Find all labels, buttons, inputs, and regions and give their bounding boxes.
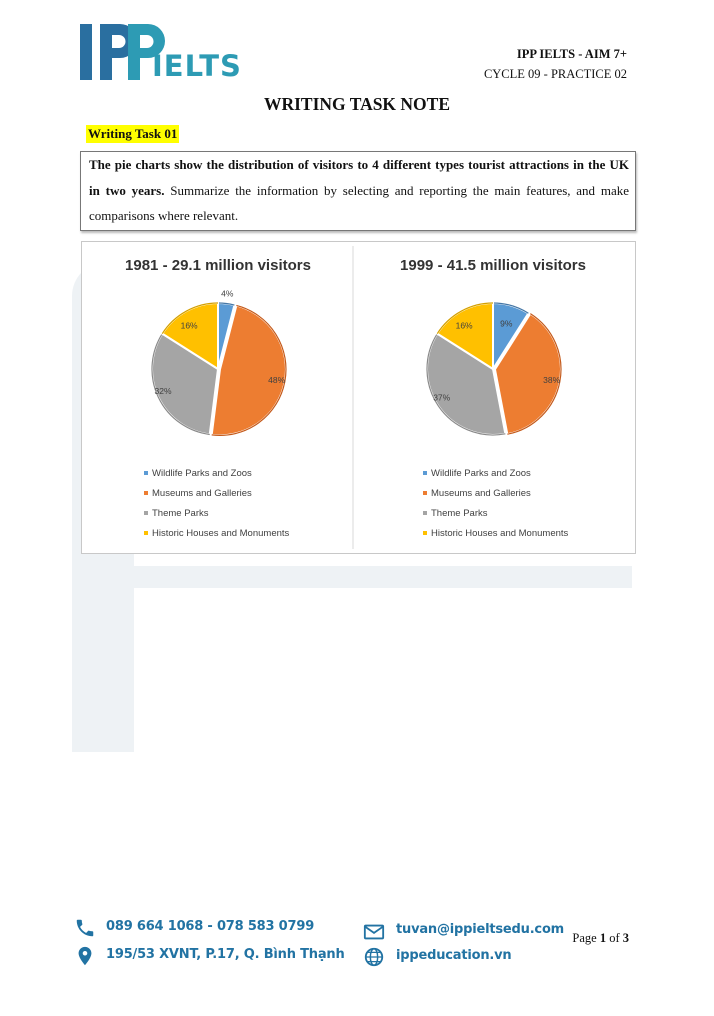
footer-address: 195/53 XVNT, P.17, Q. Bình Thạnh xyxy=(106,947,345,962)
prompt-box xyxy=(80,151,636,231)
footer-phone: 089 664 1068 - 078 583 0799 xyxy=(106,919,315,934)
pie-data-label: 9% xyxy=(500,318,513,329)
pie-charts xyxy=(82,242,635,553)
legend-label: Museums and Galleries xyxy=(431,488,531,499)
pie-data-label: 4% xyxy=(221,288,234,299)
page-title: WRITING TASK NOTE xyxy=(263,94,451,114)
page-current: 1 xyxy=(599,931,607,945)
header-line-1: IPP IELTS - AIM 7+ xyxy=(516,47,627,61)
logo-text: IELTS xyxy=(152,49,242,83)
legend-marker xyxy=(423,511,427,515)
phone-icon xyxy=(74,917,96,939)
legend-marker xyxy=(144,531,148,535)
prompt-bold: The pie charts show the distribution of visitors to 4 different types tourist attractions in the UK in two years. xyxy=(89,157,629,198)
watermark-bar xyxy=(84,566,632,588)
footer-email[interactable]: tuvan@ippieltsedu.com xyxy=(396,922,565,937)
legend-label: Wildlife Parks and Zoos xyxy=(431,468,531,479)
header-info xyxy=(484,44,627,84)
page-total: 3 xyxy=(622,931,629,945)
location-icon xyxy=(74,945,96,967)
legend-marker xyxy=(144,511,148,515)
pie-data-label: 38% xyxy=(543,374,561,385)
legend-marker xyxy=(144,471,148,475)
legend-marker xyxy=(423,531,427,535)
page-prefix: Page xyxy=(572,931,600,945)
task-label: Writing Task 01 xyxy=(88,126,178,141)
pie-data-label: 16% xyxy=(180,320,198,331)
legend-label: Theme Parks xyxy=(431,508,488,519)
chart-panel xyxy=(81,241,636,554)
legend-label: Wildlife Parks and Zoos xyxy=(152,468,252,479)
legend-marker xyxy=(144,491,148,495)
legend-marker xyxy=(423,471,427,475)
chart-title: 1981 - 29.1 million visitors xyxy=(125,257,311,274)
pie-data-label: 48% xyxy=(268,374,286,385)
legend-label: Historic Houses and Monuments xyxy=(152,528,290,539)
legend-label: Historic Houses and Monuments xyxy=(431,528,569,539)
prompt-rest: Summarize the information by selecting and reporting the main features, and make comparisons where relevant. xyxy=(89,182,629,223)
header-line-2: CYCLE 09 - PRACTICE 02 xyxy=(483,67,627,81)
prompt-text xyxy=(89,152,635,229)
page-number xyxy=(572,931,629,946)
legend-label: Museums and Galleries xyxy=(152,488,252,499)
pie-data-label: 16% xyxy=(455,320,473,331)
legend-label: Theme Parks xyxy=(152,508,209,519)
mail-icon xyxy=(363,921,385,943)
chart-title: 1999 - 41.5 million visitors xyxy=(400,257,586,274)
pie-data-label: 37% xyxy=(433,392,451,403)
globe-icon xyxy=(363,946,385,968)
pie-data-label: 32% xyxy=(154,386,172,397)
legend-marker xyxy=(423,491,427,495)
footer-website[interactable]: ippeducation.vn xyxy=(396,948,512,963)
page-mid: of xyxy=(606,931,623,945)
